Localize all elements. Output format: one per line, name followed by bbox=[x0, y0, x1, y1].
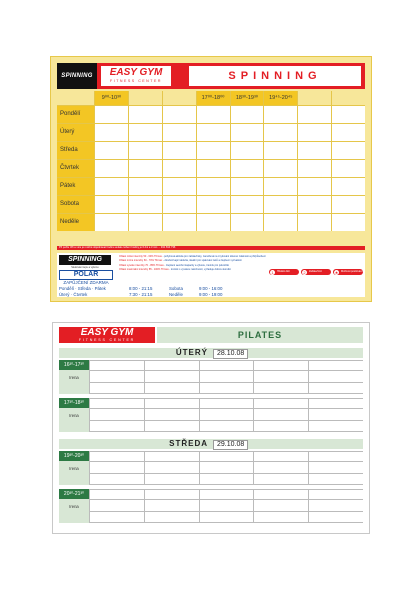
schedule-cell bbox=[253, 421, 308, 432]
schedule-cell bbox=[253, 398, 308, 409]
day-header-tuesday bbox=[59, 348, 363, 358]
schedule-cell bbox=[199, 383, 254, 394]
spinning-info-box bbox=[57, 253, 365, 297]
slot-grid bbox=[89, 451, 363, 485]
schedule-cell bbox=[308, 398, 363, 409]
schedule-cell bbox=[162, 106, 196, 123]
schedule-cell bbox=[297, 106, 331, 123]
day-name: STŘEDA bbox=[169, 439, 208, 448]
schedule-cell bbox=[263, 214, 297, 231]
day-label: Pátek bbox=[57, 178, 94, 195]
schedule-cell bbox=[94, 196, 128, 213]
schedule-cell bbox=[253, 371, 308, 382]
schedule-cell bbox=[144, 451, 199, 462]
day-label: Sobota bbox=[57, 196, 94, 213]
schedule-cell bbox=[89, 474, 144, 485]
schedule-cell bbox=[89, 360, 144, 371]
schedule-cell bbox=[199, 489, 254, 500]
schedule-cell bbox=[331, 178, 365, 195]
spinning-box-subtitle: Sledování tepu a výkonu bbox=[71, 266, 99, 269]
time-column: 17⁰⁰-18⁰⁰ bbox=[196, 91, 230, 105]
time-column bbox=[162, 91, 196, 105]
hours-time: 8:00 - 21:15 bbox=[129, 286, 153, 291]
star-icon: ★ bbox=[334, 269, 339, 275]
schedule-cell bbox=[230, 214, 264, 231]
schedule-cell bbox=[308, 371, 363, 382]
schedule-cell bbox=[253, 500, 308, 511]
schedule-cell bbox=[89, 489, 144, 500]
schedule-cell bbox=[128, 196, 162, 213]
hours-time: 7:30 - 21:15 bbox=[129, 292, 153, 297]
pilates-title: PILATES bbox=[157, 327, 363, 343]
schedule-cell bbox=[162, 178, 196, 195]
schedule-cell bbox=[331, 106, 365, 123]
schedule-cell bbox=[308, 489, 363, 500]
schedule-cell bbox=[263, 178, 297, 195]
schedule-cell bbox=[263, 142, 297, 159]
day-row bbox=[57, 177, 365, 195]
zone-item: Oblast nízké intenzity 50 - 60% TFmax - pohybová aktivita pro začátečníky, zaměřená na zvyšování tělesné zdatnosti a přizpůsobení bbox=[119, 255, 266, 258]
schedule-cell bbox=[230, 106, 264, 123]
schedule-cell bbox=[199, 371, 254, 382]
schedule-cell bbox=[199, 409, 254, 420]
slot-label bbox=[59, 370, 89, 394]
schedule-cell bbox=[297, 124, 331, 141]
schedule-cell bbox=[89, 383, 144, 394]
legend-item: 2 Začátečníci bbox=[301, 269, 331, 275]
schedule-cell bbox=[230, 142, 264, 159]
schedule-cell bbox=[144, 398, 199, 409]
hours-days: Neděle bbox=[169, 292, 183, 297]
schedule-cell bbox=[144, 360, 199, 371]
hours-time: 9:00 - 19:00 bbox=[199, 292, 223, 297]
hours-days: Pondělí · Středa · Pátek bbox=[59, 286, 106, 291]
schedule-cell bbox=[331, 124, 365, 141]
schedule-cell bbox=[308, 474, 363, 485]
schedule-cell bbox=[144, 409, 199, 420]
spinning-footer-note: Při počtu 3/6 a více je možné objednávat hodinu avšak cvičení hodiny je 6 dni a 3 min ... 491 814 736 bbox=[57, 246, 365, 250]
day-header-wednesday bbox=[59, 439, 363, 449]
schedule-cell bbox=[144, 421, 199, 432]
day-name: ÚTERÝ bbox=[175, 348, 208, 357]
schedule-cell bbox=[253, 462, 308, 473]
intensity-zones bbox=[119, 255, 269, 272]
spinning-timetable bbox=[57, 91, 365, 231]
spinning-header bbox=[57, 63, 365, 89]
instructor-name: Irena bbox=[69, 375, 79, 380]
schedule-cell bbox=[162, 142, 196, 159]
schedule-cell bbox=[144, 371, 199, 382]
legend-item: 1 Hlídání dětí bbox=[269, 269, 299, 275]
schedule-cell bbox=[89, 462, 144, 473]
spinning-box-logo: SPINNING bbox=[59, 255, 111, 265]
schedule-cell bbox=[253, 512, 308, 523]
spinning-title: SPINNING bbox=[189, 66, 361, 86]
schedule-cell bbox=[331, 214, 365, 231]
legend bbox=[269, 269, 363, 275]
time-column bbox=[128, 91, 162, 105]
day-row bbox=[57, 159, 365, 177]
time-column: 18³⁰-19³⁰ bbox=[230, 91, 264, 105]
schedule-cell bbox=[196, 142, 230, 159]
time-column bbox=[331, 91, 365, 105]
schedule-cell bbox=[162, 160, 196, 177]
schedule-cell bbox=[253, 383, 308, 394]
schedule-cell bbox=[331, 160, 365, 177]
instructor-name: Irena bbox=[69, 466, 79, 471]
schedule-cell bbox=[308, 512, 363, 523]
time-slot bbox=[59, 489, 363, 523]
instructor-name: Irena bbox=[69, 413, 79, 418]
schedule-cell bbox=[162, 214, 196, 231]
schedule-cell bbox=[253, 451, 308, 462]
schedule-cell bbox=[89, 409, 144, 420]
schedule-cell bbox=[89, 512, 144, 523]
time-slot bbox=[59, 360, 363, 394]
beginners-icon: 2 bbox=[303, 269, 306, 275]
easygym-brand bbox=[59, 327, 155, 343]
schedule-cell bbox=[94, 178, 128, 195]
schedule-cell bbox=[128, 160, 162, 177]
schedule-cell bbox=[308, 360, 363, 371]
schedule-cell bbox=[128, 124, 162, 141]
slot-grid bbox=[89, 489, 363, 523]
slot-time: 19³⁰-20³⁰ bbox=[59, 451, 89, 461]
table-corner bbox=[57, 91, 94, 105]
schedule-cell bbox=[253, 360, 308, 371]
schedule-cell bbox=[94, 214, 128, 231]
day-label: Neděle bbox=[57, 214, 94, 231]
time-column-header bbox=[57, 91, 365, 105]
zone-item: Oblast maximální intenzity 85 - 100% TFmax - trénink s vysokou náročností, vyžaduje dobrou kondici bbox=[119, 267, 231, 271]
schedule-cell bbox=[128, 178, 162, 195]
spinning-logo: SPINNING bbox=[57, 63, 97, 89]
schedule-cell bbox=[144, 474, 199, 485]
schedule-cell bbox=[128, 214, 162, 231]
instructor-name: Irena bbox=[69, 504, 79, 509]
brand-name: EASY GYM bbox=[109, 67, 163, 78]
pilates-schedule-sheet bbox=[52, 322, 370, 534]
slot-time: 20³⁰-21³⁰ bbox=[59, 489, 89, 499]
slot-grid bbox=[89, 398, 363, 432]
schedule-cell bbox=[144, 512, 199, 523]
hours-time: 9:00 - 16:00 bbox=[199, 286, 223, 291]
schedule-cell bbox=[308, 383, 363, 394]
schedule-cell bbox=[199, 462, 254, 473]
schedule-cell bbox=[196, 106, 230, 123]
day-row bbox=[57, 195, 365, 213]
time-slot bbox=[59, 398, 363, 432]
slot-time: 16³⁰-17³⁰ bbox=[59, 360, 89, 370]
schedule-cell bbox=[297, 178, 331, 195]
schedule-cell bbox=[89, 371, 144, 382]
schedule-cell bbox=[230, 178, 264, 195]
schedule-cell bbox=[196, 196, 230, 213]
schedule-cell bbox=[263, 196, 297, 213]
day-date: 28.10.08 bbox=[213, 349, 248, 359]
schedule-cell bbox=[308, 451, 363, 462]
time-column bbox=[297, 91, 331, 105]
slot-label bbox=[59, 499, 89, 523]
schedule-cell bbox=[144, 462, 199, 473]
schedule-cell bbox=[253, 489, 308, 500]
schedule-cell bbox=[196, 124, 230, 141]
schedule-cell bbox=[263, 124, 297, 141]
schedule-cell bbox=[230, 160, 264, 177]
brand-subtitle: FITNESS CENTER bbox=[110, 79, 162, 83]
schedule-cell bbox=[331, 196, 365, 213]
day-row bbox=[57, 141, 365, 159]
schedule-cell bbox=[308, 409, 363, 420]
schedule-cell bbox=[196, 178, 230, 195]
schedule-cell bbox=[94, 106, 128, 123]
schedule-cell bbox=[89, 421, 144, 432]
schedule-cell bbox=[89, 398, 144, 409]
day-label: Středa bbox=[57, 142, 94, 159]
schedule-cell bbox=[89, 451, 144, 462]
schedule-cell bbox=[230, 196, 264, 213]
schedule-cell bbox=[253, 474, 308, 485]
schedule-cell bbox=[144, 500, 199, 511]
schedule-cell bbox=[94, 124, 128, 141]
schedule-cell bbox=[297, 196, 331, 213]
time-column: 9⁰⁰-10³⁰ bbox=[94, 91, 128, 105]
schedule-cell bbox=[308, 421, 363, 432]
schedule-cell bbox=[199, 360, 254, 371]
schedule-cell bbox=[199, 451, 254, 462]
schedule-cell bbox=[308, 462, 363, 473]
schedule-cell bbox=[162, 196, 196, 213]
brand-name: EASY GYM bbox=[80, 327, 134, 338]
day-row bbox=[57, 213, 365, 231]
schedule-cell bbox=[144, 489, 199, 500]
schedule-cell bbox=[199, 500, 254, 511]
zapujceni-label: ZAPŮJČENÍ ZDARMA bbox=[63, 280, 109, 285]
schedule-cell bbox=[331, 142, 365, 159]
day-label: Úterý bbox=[57, 124, 94, 141]
day-date: 29.10.08 bbox=[213, 440, 248, 450]
slot-grid bbox=[89, 360, 363, 394]
schedule-cell bbox=[128, 142, 162, 159]
schedule-cell bbox=[196, 160, 230, 177]
day-label: Čtvrtek bbox=[57, 160, 94, 177]
schedule-cell bbox=[162, 124, 196, 141]
brand-subtitle: FITNESS CENTER bbox=[78, 338, 136, 342]
schedule-cell bbox=[199, 512, 254, 523]
schedule-cell bbox=[263, 106, 297, 123]
spinning-schedule-sheet bbox=[50, 56, 372, 302]
schedule-cell bbox=[89, 500, 144, 511]
schedule-cell bbox=[199, 421, 254, 432]
day-row bbox=[57, 123, 365, 141]
schedule-cell bbox=[297, 142, 331, 159]
schedule-cell bbox=[308, 500, 363, 511]
schedule-cell bbox=[297, 160, 331, 177]
time-column: 19⁴⁵-20⁴⁵ bbox=[263, 91, 297, 105]
polar-logo: POLAR bbox=[59, 270, 113, 280]
schedule-cell bbox=[297, 214, 331, 231]
schedule-cell bbox=[199, 398, 254, 409]
day-label: Pondělí bbox=[57, 106, 94, 123]
schedule-cell bbox=[144, 383, 199, 394]
slot-label bbox=[59, 408, 89, 432]
schedule-cell bbox=[94, 160, 128, 177]
zone-item: Oblast vysoké intenzity 70 - 85% TFmax - zlepšení aerobní kapacity a výkonu, trénink pro pokročilé bbox=[119, 263, 229, 267]
schedule-cell bbox=[263, 160, 297, 177]
hours-days: Sobota bbox=[169, 286, 183, 291]
slot-label bbox=[59, 461, 89, 485]
schedule-cell bbox=[230, 124, 264, 141]
zone-item: Oblast mírné intenzity 60 - 70% TFmax - dlouhotrvající aktivita, ideální pro spalování tuků a zlepšení vytrvalosti bbox=[119, 259, 242, 263]
easygym-brand bbox=[101, 66, 171, 86]
legend-item: ★ Možnost posilování bbox=[334, 269, 363, 275]
schedule-cell bbox=[199, 474, 254, 485]
hours-days: Úterý · Čtvrtek bbox=[59, 292, 88, 297]
schedule-cell bbox=[196, 214, 230, 231]
slot-time: 17³⁰-18³⁰ bbox=[59, 398, 89, 408]
day-row bbox=[57, 105, 365, 123]
schedule-cell bbox=[253, 409, 308, 420]
schedule-cell bbox=[94, 142, 128, 159]
time-slot bbox=[59, 451, 363, 485]
schedule-cell bbox=[128, 106, 162, 123]
childcare-icon: 1 bbox=[271, 269, 274, 275]
